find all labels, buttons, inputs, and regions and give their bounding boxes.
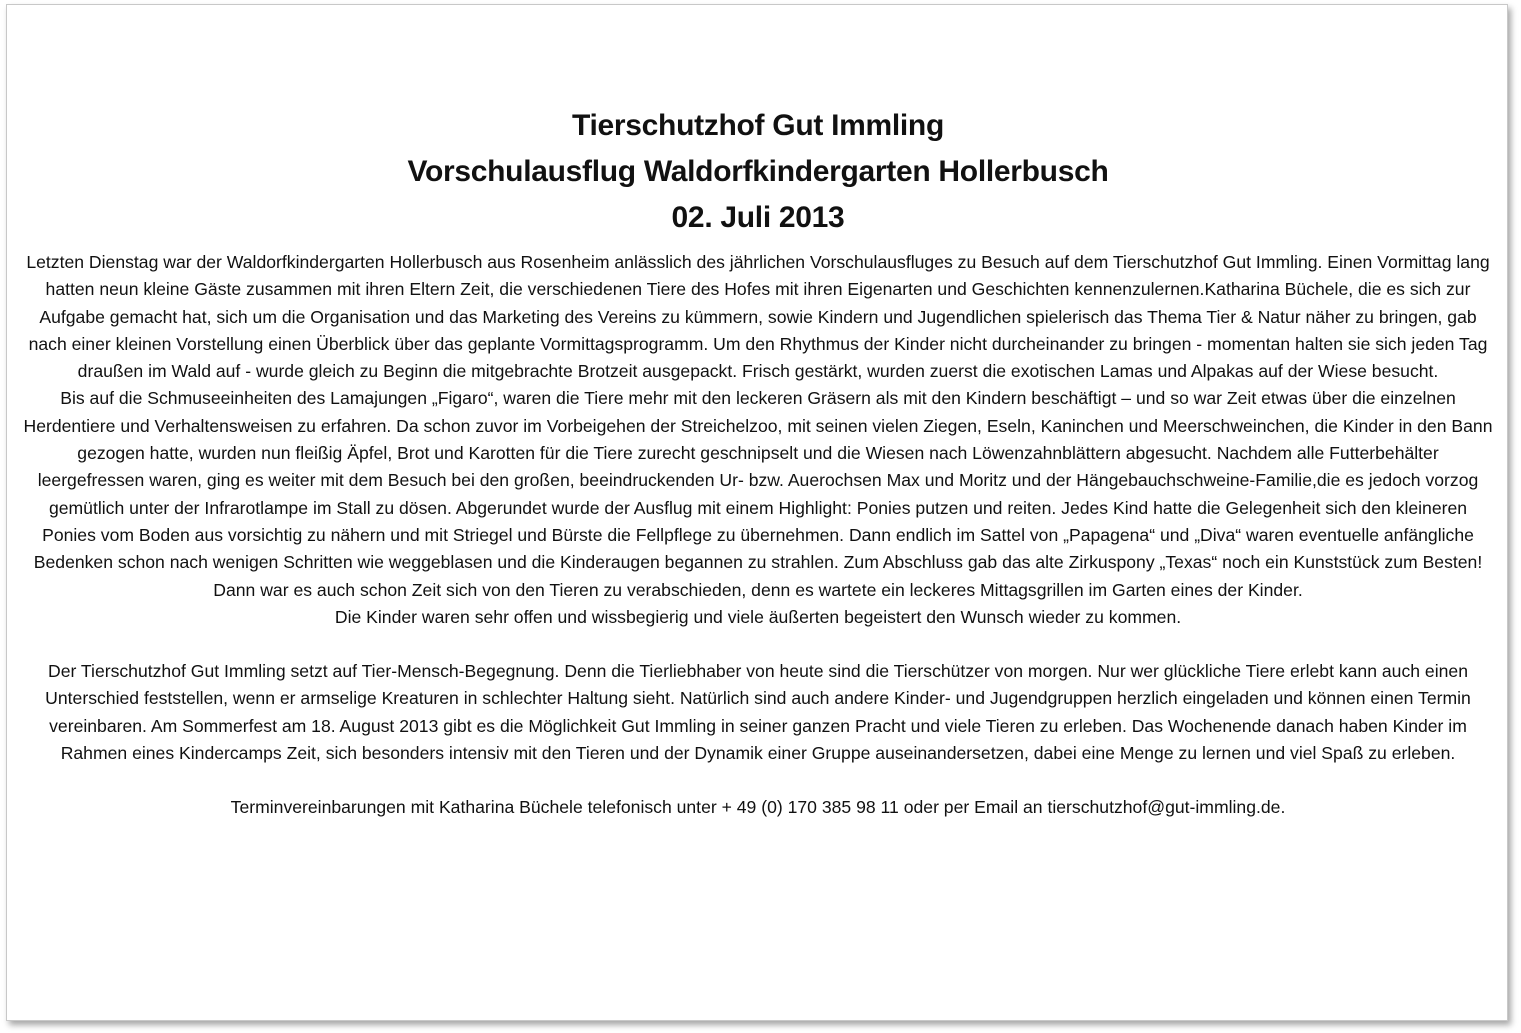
paragraph-farewell: Dann war es auch schon Zeit sich von den Tieren zu verabschieden, denn es wartete ein leckeres Mittagsgrillen im Garten eines der Kinder. — [213, 579, 1303, 600]
paragraph-mission: Der Tierschutzhof Gut Immling setzt auf Tier-Mensch-Begegnung. Denn die Tierliebhaber von heute sind die Tierschützer von morgen. Nur wer glückliche Tiere erlebt kann auch einen Unterschied feststellen, wenn er armselige Kreaturen in schlechter Haltung sieht. Natürlich sind auch andere Kinder- und Jugendgruppen herzlich eingeladen und können einen Termin vereinbaren. Am Sommerfest am 18. August 2013 gibt es die Möglichkeit Gut Immling in seiner ganzen Pracht und viele Tieren zu erleben. Das Wochenende danach haben Kinder im Rahmen eines Kindercamps Zeit, sich besonders intensiv mit den Tieren und der Dynamik einer Gruppe auseinandersetzen, dabei eine Menge zu lernen und viel Spaß zu erleben. — [45, 661, 1471, 764]
document-content — [23, 103, 1493, 822]
document-date: 02. Juli 2013 — [671, 201, 845, 234]
document-page — [6, 4, 1508, 1021]
document-title: Tierschutzhof Gut Immling — [572, 109, 944, 142]
paragraph-visit: Bis auf die Schmuseeinheiten des Lamajungen „Figaro“, waren die Tiere mehr mit den leckeren Gräsern als mit den Kindern beschäftigt – und so war Zeit etwas über die einzelnen Herdentiere und Verhaltensweisen zu erfahren. Da schon zuvor im Vorbeigehen der Streichelzoo, mit seinen vielen Ziegen, Eseln, Kaninchen und Meerschweinchen, die Kinder in den Bann gezogen hatte, wurden nun fleißig Äpfel, Brot und Karotten für die Tiere zurecht geschnipselt und die Wiesen nach Löwenzahnblättern abgesucht. Nachdem alle Futterbehälter leergefressen waren, ging es weiter mit dem Besuch bei den großen, beeindruckenden Ur- bzw. Auerochsen Max und Moritz und der Hängebauchschweine-Familie,die es jedoch vorzog gemütlich unter der Infrarotlampe im Stall zu dösen. Abgerundet wurde der Ausflug mit einem Highlight: Ponies putzen und reiten. Jedes Kind hatte die Gelegenheit sich den kleineren Ponies vom Boden aus vorsichtig zu nähern und mit Striegel und Bürste die Fellpflege zu übernehmen. Dann endlich im Sattel von „Papagena“ und „Diva“ waren eventuelle anfängliche Bedenken schon nach wenigen Schritten wie weggeblasen und die Kinderaugen begannen zu strahlen. Zum Abschluss gab das alte Zirkuspony „Texas“ noch ein Kunststück zum Besten! — [23, 388, 1493, 573]
document-subtitle: Vorschulausflug Waldorfkindergarten Hollerbusch — [407, 155, 1109, 188]
paragraph-contact: Terminvereinbarungen mit Katharina Büchele telefonisch unter + 49 (0) 170 385 98 11 oder per Email an tierschutzhof@gut-immling.de. — [230, 797, 1286, 818]
paragraph-feedback: Die Kinder waren sehr offen und wissbegierig und viele äußerten begeistert den Wunsch wieder zu kommen. — [334, 606, 1182, 627]
paragraph-spacer — [23, 767, 1493, 794]
paragraph-intro: Letzten Dienstag war der Waldorfkindergarten Hollerbusch aus Rosenheim anlässlich des jährlichen Vorschulausfluges zu Besuch auf dem Tierschutzhof Gut Immling. Einen Vormittag lang hatten neun kleine Gäste zusammen mit ihren Eltern Zeit, die verschiedenen Tiere des Hofes mit ihren Eigenarten und Geschichten kennenzulernen.Katharina Büchele, die es sich zur Aufgabe gemacht hat, sich um die Organisation und das Marketing des Vereins zu kümmern, sowie Kindern und Jugendlichen spielerisch das Thema Tier & Natur näher zu bringen, gab nach einer kleinen Vorstellung einen Überblick über das geplante Vormittagsprogramm. Um den Rhythmus der Kinder nicht durcheinander zu bringen - momentan halten sie sich jeden Tag draußen im Wald auf - wurde gleich zu Beginn die mitgebrachte Brotzeit ausgepackt. Frisch gestärkt, wurden zuerst die exotischen Lamas und Alpakas auf der Wiese besucht. — [26, 252, 1490, 382]
paragraph-spacer — [23, 631, 1493, 658]
